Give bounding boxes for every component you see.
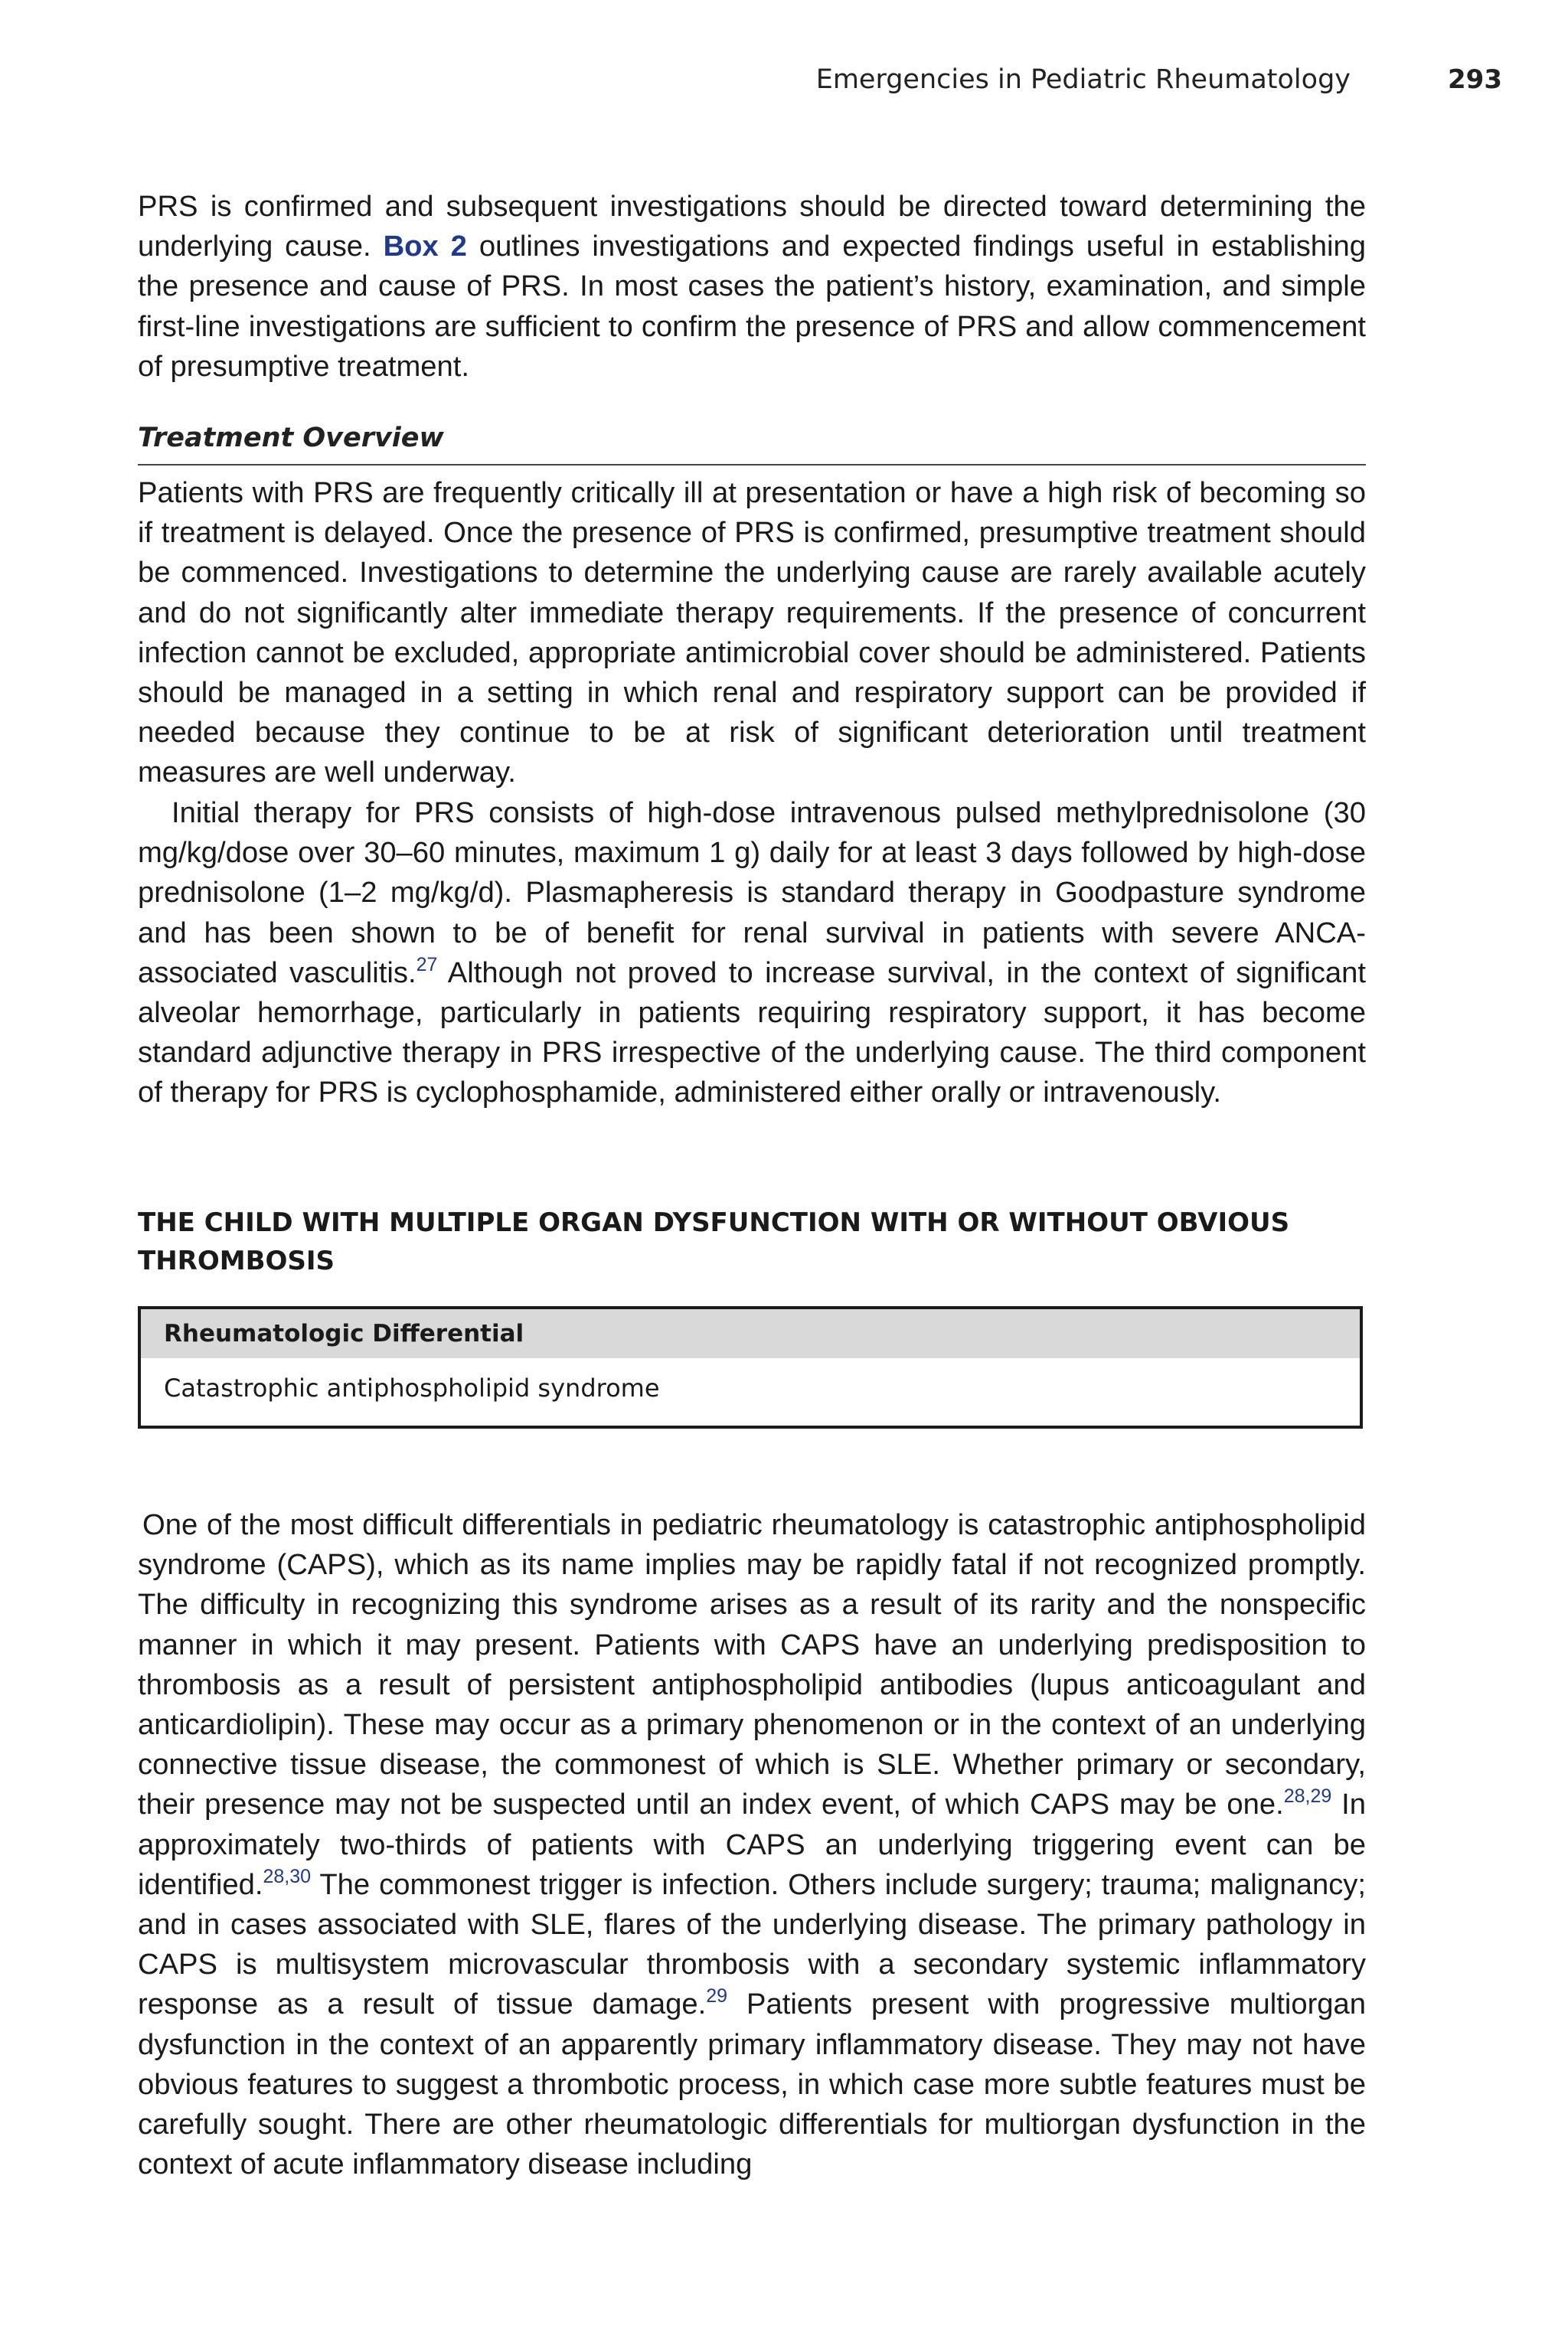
citation-29[interactable]: 29 <box>706 1985 728 2007</box>
treatment-overview-heading <box>138 420 1366 466</box>
caps-text-c: The commonest trigger is infection. Others include surgery; trauma; malignancy; and in cases associated with SLE, flares of the underlying disease. The primary pathology in CAPS is multisystem microvascular thrombosis with a secondary systemic inflammatory response as a result of tissue damage. <box>138 1867 1366 2021</box>
treatment-p2-text-b: Although not proved to increase survival, in the context of significant alveolar hemorrhage, particularly in patients requiring respiratory support, it has become standard adjunctive therapy in PRS irrespective of the underlying cause. The third component of therapy for PRS is cyclophosphamide, administered either orally or intravenously. <box>138 956 1367 1109</box>
intro-text-b: outlines investigations and expected findings useful in establishing the presence and cause of PRS. In most cases the patient’s history, examination, and simple first-line investigations are sufficient to confirm the presence of PRS and allow commencement of presumptive treatment. <box>138 230 1366 383</box>
treatment-paragraph-1: Patients with PRS are frequently critically ill at presentation or have a high risk of becoming so if treatment is delayed. Once the presence of PRS is confirmed, presumptive treatment should be commenced. Investigations to determine the underlying cause are rarely available acutely and do not significantly alter immediate therapy requirements. If the presence of concurrent infection cannot be excluded, appropriate antimicrobial cover should be administered. Patients should be managed in a setting in which renal and respiratory support can be provided if needed because they continue to be at risk of significant deterioration until treatment measures are well underway. <box>138 476 1366 789</box>
running-title: Emergencies in Pediatric Rheumatology <box>815 64 1351 95</box>
running-head <box>138 64 1502 107</box>
differential-box-item: Catastrophic antiphospholipid syndrome <box>164 1374 660 1403</box>
rheumatologic-differential-box <box>138 1306 1363 1429</box>
treatment-overview-title: Treatment Overview <box>138 423 444 453</box>
section-heading: THE CHILD WITH MULTIPLE ORGAN DYSFUNCTION WITH OR WITHOUT OBVIOUS THROMBOSIS <box>138 1207 1290 1276</box>
differential-box-header: Rheumatologic Differential <box>141 1309 1360 1358</box>
caps-text-b: In approximately two-thirds of patients with CAPS an underlying triggering event can be identified. <box>138 1788 1366 1901</box>
caps-paragraph <box>138 1505 1366 2184</box>
page-number: 293 <box>1448 64 1502 95</box>
citation-28-29[interactable]: 28,29 <box>1283 1785 1332 1808</box>
treatment-p2-text-a: Initial therapy for PRS consists of high-dose intravenous pulsed methylprednisolone (30 mg/kg/dose over 30–60 minutes, maximum 1 g) daily for at least 3 days followed by high-dose prednisolone (1–2 mg/kg/d). Plasmapheresis is standard therapy in Goodpasture syndrome and has been shown to be of benefit for renal survival in patients with severe ANCA-associated vasculitis. <box>138 796 1366 989</box>
caps-text-d: Patients present with progressive multiorgan dysfunction in the context of an apparently primary inflammatory disease. They may not have obvious features to suggest a thrombotic process, in which case more subtle features must be carefully sought. There are other rheumatologic differentials for multiorgan dysfunction in the context of acute inflammatory disease including <box>138 1988 1366 2181</box>
box-2-link[interactable]: Box 2 <box>383 230 467 263</box>
intro-text-a: PRS is confirmed and subsequent investigations should be directed toward determining the underlying cause. <box>138 190 1366 263</box>
intro-paragraph <box>138 187 1366 387</box>
caps-text-a: One of the most difficult differentials in pediatric rheumatology is catastrophic antiphospholipid syndrome (CAPS), which as its name implies may be rapidly fatal if not recognized promptly. The difficulty in recognizing this syndrome arises as a result of its rarity and the nonspecific manner in which it may present. Patients with CAPS have an underlying predisposition to thrombosis as a result of persistent antiphospholipid antibodies (lupus anticoagulant and anticardiolipin). These may occur as a primary phenomenon or in the context of an underlying connective tissue disease, the commonest of which is SLE. Whether primary or secondary, their presence may not be suspected until an index event, of which CAPS may be one. <box>138 1508 1366 1821</box>
citation-27[interactable]: 27 <box>416 953 438 975</box>
citation-28-30[interactable]: 28,30 <box>263 1865 312 1887</box>
treatment-paragraph-2 <box>138 793 1366 1113</box>
